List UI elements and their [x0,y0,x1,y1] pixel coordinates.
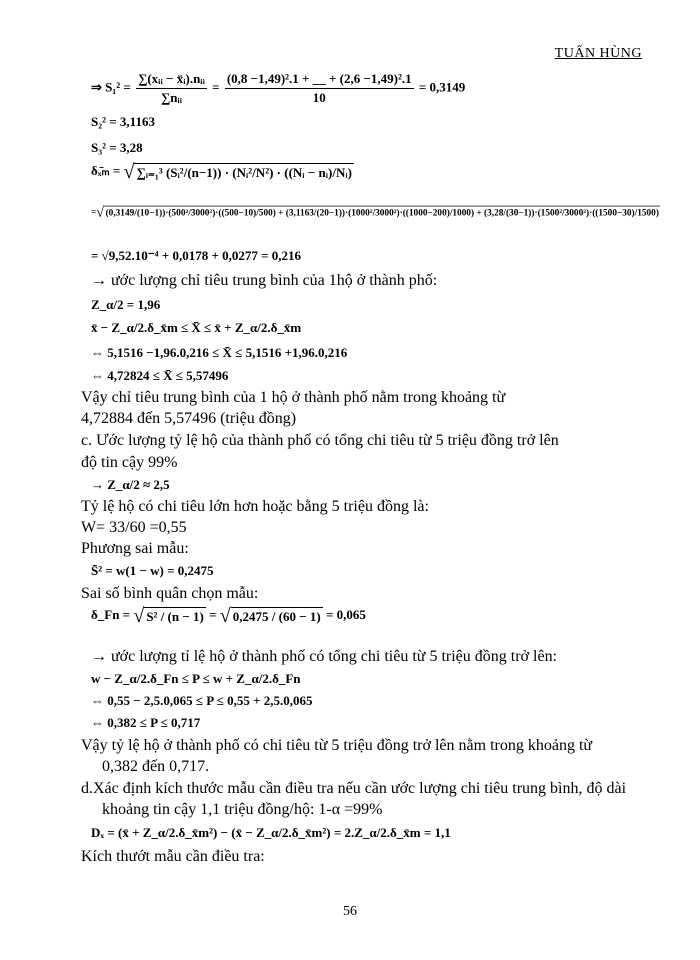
text-conclusion-proportion-2: 0,382 đến 0,717. [102,758,210,775]
formula-s3-squared: S₃² = 3,28 [91,140,143,155]
formula-s1-frac2-num: (0,8 −1,49)².1 + __ + (2,6 −1,49)².1 [225,70,414,89]
formula-prop-interval-result: ⇔ 0,382 ≤ P ≤ 0,717 [91,715,201,730]
formula-dx: Dₓ = (x̄ + Z_α/2.δ_x̄m²) − (x̄ − Z_α/2.δ_x̄m²) = 2.Z_α/2.δ_x̄m = 1,1 [91,825,451,840]
formula-delta-fn-rad1: S² / (n − 1) [146,608,204,624]
text-conclusion-proportion-1: Vậy tỷ lệ hộ ở thành phố có chi tiêu từ 5 triệu đồng trở lên nằm trong khoảng từ [81,737,593,754]
text-sample-variance: Phương sai mẫu: [81,540,189,557]
formula-delta-x: δₓ̄ₘ = √ ∑ᵢ₌₁³ (Sᵢ²/(n−1)) · (Nᵢ²/N²) · ((Nᵢ − nᵢ)/Nᵢ) [91,161,353,184]
text-w-value: W= 33/60 =0,55 [81,519,187,536]
formula-delta-x-radicand: ∑ᵢ₌₁³ (Sᵢ²/(n−1)) · (Nᵢ²/N²) · ((Nᵢ − nᵢ)/Nᵢ) [136,164,353,180]
text-part-c-2: độ tin cậy 99% [81,454,178,471]
text-part-d-1: d.Xác định kích thước mẫu cần điều tra nếu cần ước lượng chi tiêu trung bình, độ dài [81,780,627,797]
formula-delta-fn-result: = 0,065 [325,607,366,622]
formula-prop-interval-numeric: ⇔ 0,55 − 2,5.0,065 ≤ P ≤ 0,55 + 2,5.0,065 [91,693,313,708]
text-part-c-1: c. Ước lượng tỷ lệ hộ của thành phố có tổng chi tiêu từ 5 triệu đồng trở lên [81,432,559,449]
formula-s2-squared: S₂² = 3,1163 [91,114,155,129]
formula-mean-interval-result: ⇔ 4,72824 ≤ X̄ ≤ 5,57496 [91,368,229,383]
page-number: 56 [343,904,357,919]
text-conclusion-mean-2: 4,72884 đến 5,57496 (triệu đồng) [81,410,297,427]
formula-s1-lhs: ⇒ S₁² = [91,79,131,95]
formula-delta-fn-lhs: δ_Fn = [91,607,131,622]
formula-delta-substitution-radicand: (0,3149/(10−1))·(500²/3000²)·((500−10)/500) + (3,1163/(20−1))·(1000²/3000²)·((1000−200)/1000) + (3,28/(30−1))·(1500²/3000²)·((1500−30)/1500) [105,206,659,218]
formula-prop-interval: w − Z_α/2.δ_Fn ≤ P ≤ w + Z_α/2.δ_Fn [91,671,301,686]
text-estimate-proportion: → ước lượng tỉ lệ hộ ở thành phố có tổng chi tiêu từ 5 triệu đồng trở lên: [91,648,558,665]
text-standard-error: Sai số bình quân chọn mẫu: [81,585,259,602]
formula-s1-frac2-den: 10 [312,90,326,105]
text-estimate-mean: → ước lượng chỉ tiêu trung bình của 1hộ ở thành phố: [91,272,438,289]
formula-s1-frac1-den: ∑nᵢᵢ [160,90,183,105]
formula-delta-result: = √9,52.10⁻⁴ + 0,0178 + 0,0277 = 0,216 [91,248,302,263]
formula-delta-fn: δ_Fn = √ S² / (n − 1) = √ 0,2475 / (60 − 1) = 0,065 [91,605,366,628]
formula-s1-result: = 0,3149 [418,79,466,95]
formula-s1-squared: ⇒ S₁² = $\frac{\text{∑(xᵢᵢ − x̄ᵢ).nᵢᵢ}}{\text{∑nᵢᵢ}}$ = $\frac{\text{(0,8 −1,49)².1 + \_\_ + (2,6 −1,49)².1}}{10}$ = 0,3149 [91,71,466,105]
text-part-d-2: khoảng tin cậy 1,1 triệu đồng/hộ: 1-α =99% [102,801,383,818]
formula-z-alpha: Z_α/2 = 1,96 [91,297,161,312]
text-conclusion-mean-1: Vậy chỉ tiêu trung bình của 1 hộ ở thành phố nằm trong khoảng từ [81,389,506,406]
text-proportion-intro: Tỷ lệ hộ có chi tiêu lớn hơn hoặc bằng 5 triệu đồng là: [81,498,429,515]
formula-mean-interval-numeric: ⇔ 5,1516 −1,96.0,216 ≤ X̄ ≤ 5,1516 +1,96.0,216 [91,345,348,360]
formula-s1-frac1 [136,70,207,107]
formula-s1-frac2 [225,70,414,107]
author-header: TUẤN HÙNG [554,46,642,61]
formula-mean-interval: x̄ − Z_α/2.δ_x̄m ≤ X̄ ≤ x̄ + Z_α/2.δ_x̄m [91,320,302,335]
formula-z-alpha-c: → Z_α/2 ≈ 2,5 [91,477,170,492]
formula-delta-fn-rad2: 0,2475 / (60 − 1) [232,608,321,624]
formula-variance: S̄² = w(1 − w) = 0,2475 [91,563,214,578]
text-sample-size: Kích thướt mẫu cần điều tra: [81,848,265,865]
formula-delta-substitution: =√(0,3149/(10−1))·(500²/3000²)·((500−10)/500) + (3,1163/(20−1))·(1000²/3000²)·((1000−200)/1000) + (3,28/(30−1))·(1500²/3000²)·((1500−30)/1500) [91,204,659,221]
formula-s1-frac1-num: ∑(xᵢᵢ − x̄ᵢ).nᵢᵢ [136,70,207,89]
formula-delta-x-lhs: δₓ̄ₘ = [91,163,121,178]
